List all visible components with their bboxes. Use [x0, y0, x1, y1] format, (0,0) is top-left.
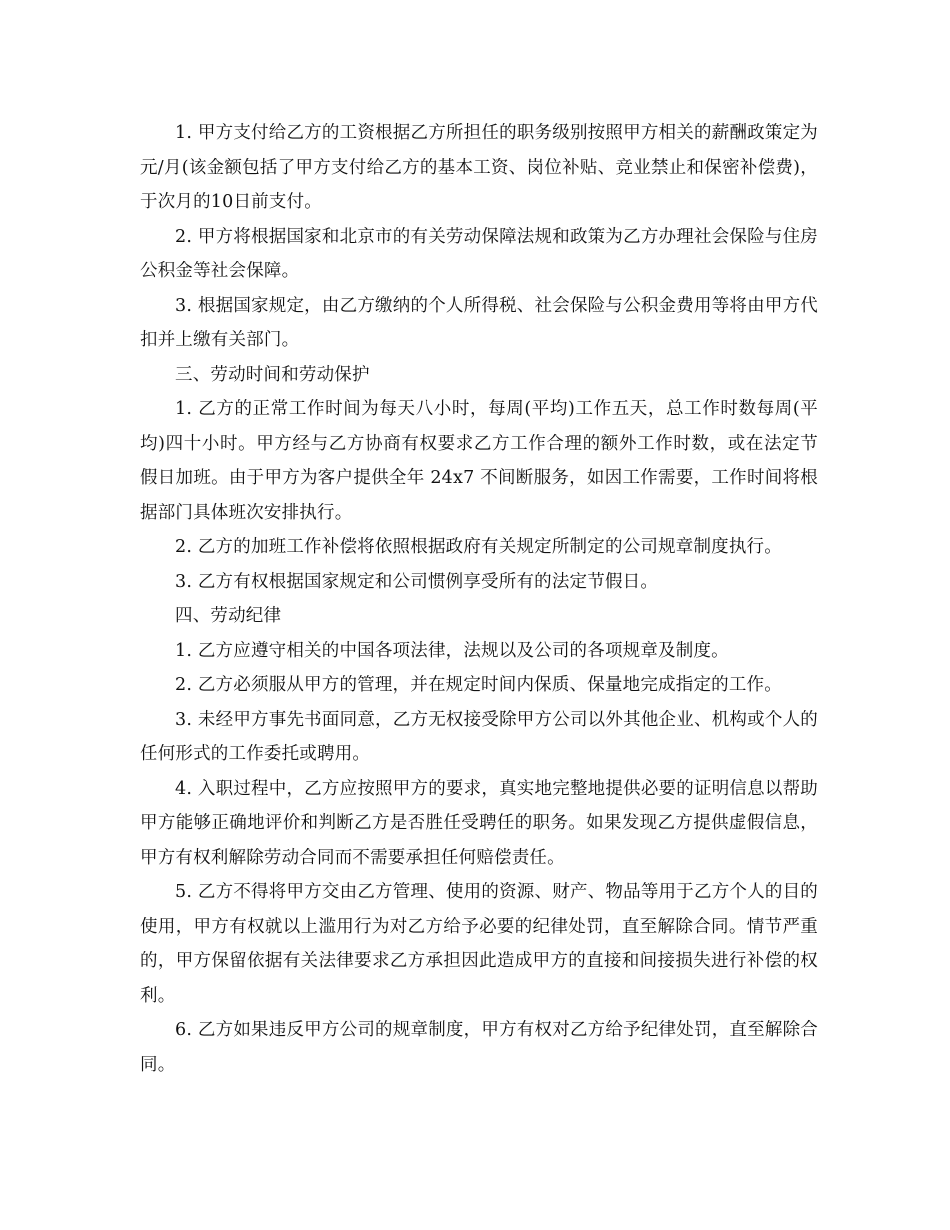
paragraph-resource-misuse: 5. 乙方不得将甲方交由乙方管理、使用的资源、财产、物品等用于乙方个人的目的使用，甲方有权就以上滥用行为对乙方给予必要的纪律处罚，直至解除合同。情节严重的，甲方保留依据有关法律要求乙方承担因此造成甲方的直接和间接损失进行补偿的权利。 [140, 882, 818, 1006]
paragraph-overtime-compensation: 2. 乙方的加班工作补偿将依照根据政府有关规定所制定的公司规章制度执行。 [175, 537, 782, 557]
paragraph-no-outside-work: 3. 未经甲方事先书面同意，乙方无权接受除甲方公司以外其他企业、机构或个人的任何形式的工作委托或聘用。 [140, 709, 818, 764]
paragraph-holidays: 3. 乙方有权根据国家规定和公司惯例享受所有的法定节假日。 [175, 571, 659, 592]
section-heading-working-time: 三、劳动时间和劳动保护 [175, 364, 370, 385]
document-body [140, 116, 818, 1082]
paragraph-tax-withholding: 3. 根据国家规定，由乙方缴纳的个人所得税、社会保险与公积金费用等将由甲方代扣并上缴有关部门。 [140, 295, 818, 350]
paragraph-obey-management: 2. 乙方必须服从甲方的管理，并在规定时间内保质、保量地完成指定的工作。 [175, 675, 782, 695]
section-heading-discipline: 四、劳动纪律 [175, 606, 282, 626]
paragraph-obey-laws: 1. 乙方应遵守相关的中国各项法律，法规以及公司的各项规章及制度。 [175, 640, 729, 661]
paragraph-salary: 1. 甲方支付给乙方的工资根据乙方所担任的职务级别按照甲方相关的薪酬政策定为 元/月(该金额包括了甲方支付给乙方的基本工资、岗位补贴、竞业禁止和保密补偿费)，于次月的10日前支付。 [140, 123, 818, 212]
paragraph-working-hours: 1. 乙方的正常工作时间为每天八小时，每周(平均)工作五天，总工作时数每周(平均)四十小时。甲方经与乙方协商有权要求乙方工作合理的额外工作时数，或在法定节假日加班。由于甲方为客户提供全年 24x7 不间断服务，如因工作需要，工作时间将根据部门具体班次安排执行。 [140, 399, 818, 523]
paragraph-rule-violation: 6. 乙方如果违反甲方公司的规章制度，甲方有权对乙方给予纪律处罚，直至解除合同。 [140, 1020, 818, 1075]
paragraph-true-information: 4. 入职过程中，乙方应按照甲方的要求，真实地完整地提供必要的证明信息以帮助甲方能够正确地评价和判断乙方是否胜任受聘任的职务。如果发现乙方提供虚假信息，甲方有权利解除劳动合同而不需要承担任何赔偿责任。 [140, 778, 818, 868]
paragraph-social-insurance: 2. 甲方将根据国家和北京市的有关劳动保障法规和政策为乙方办理社会保险与住房公积金等社会保障。 [140, 226, 818, 281]
